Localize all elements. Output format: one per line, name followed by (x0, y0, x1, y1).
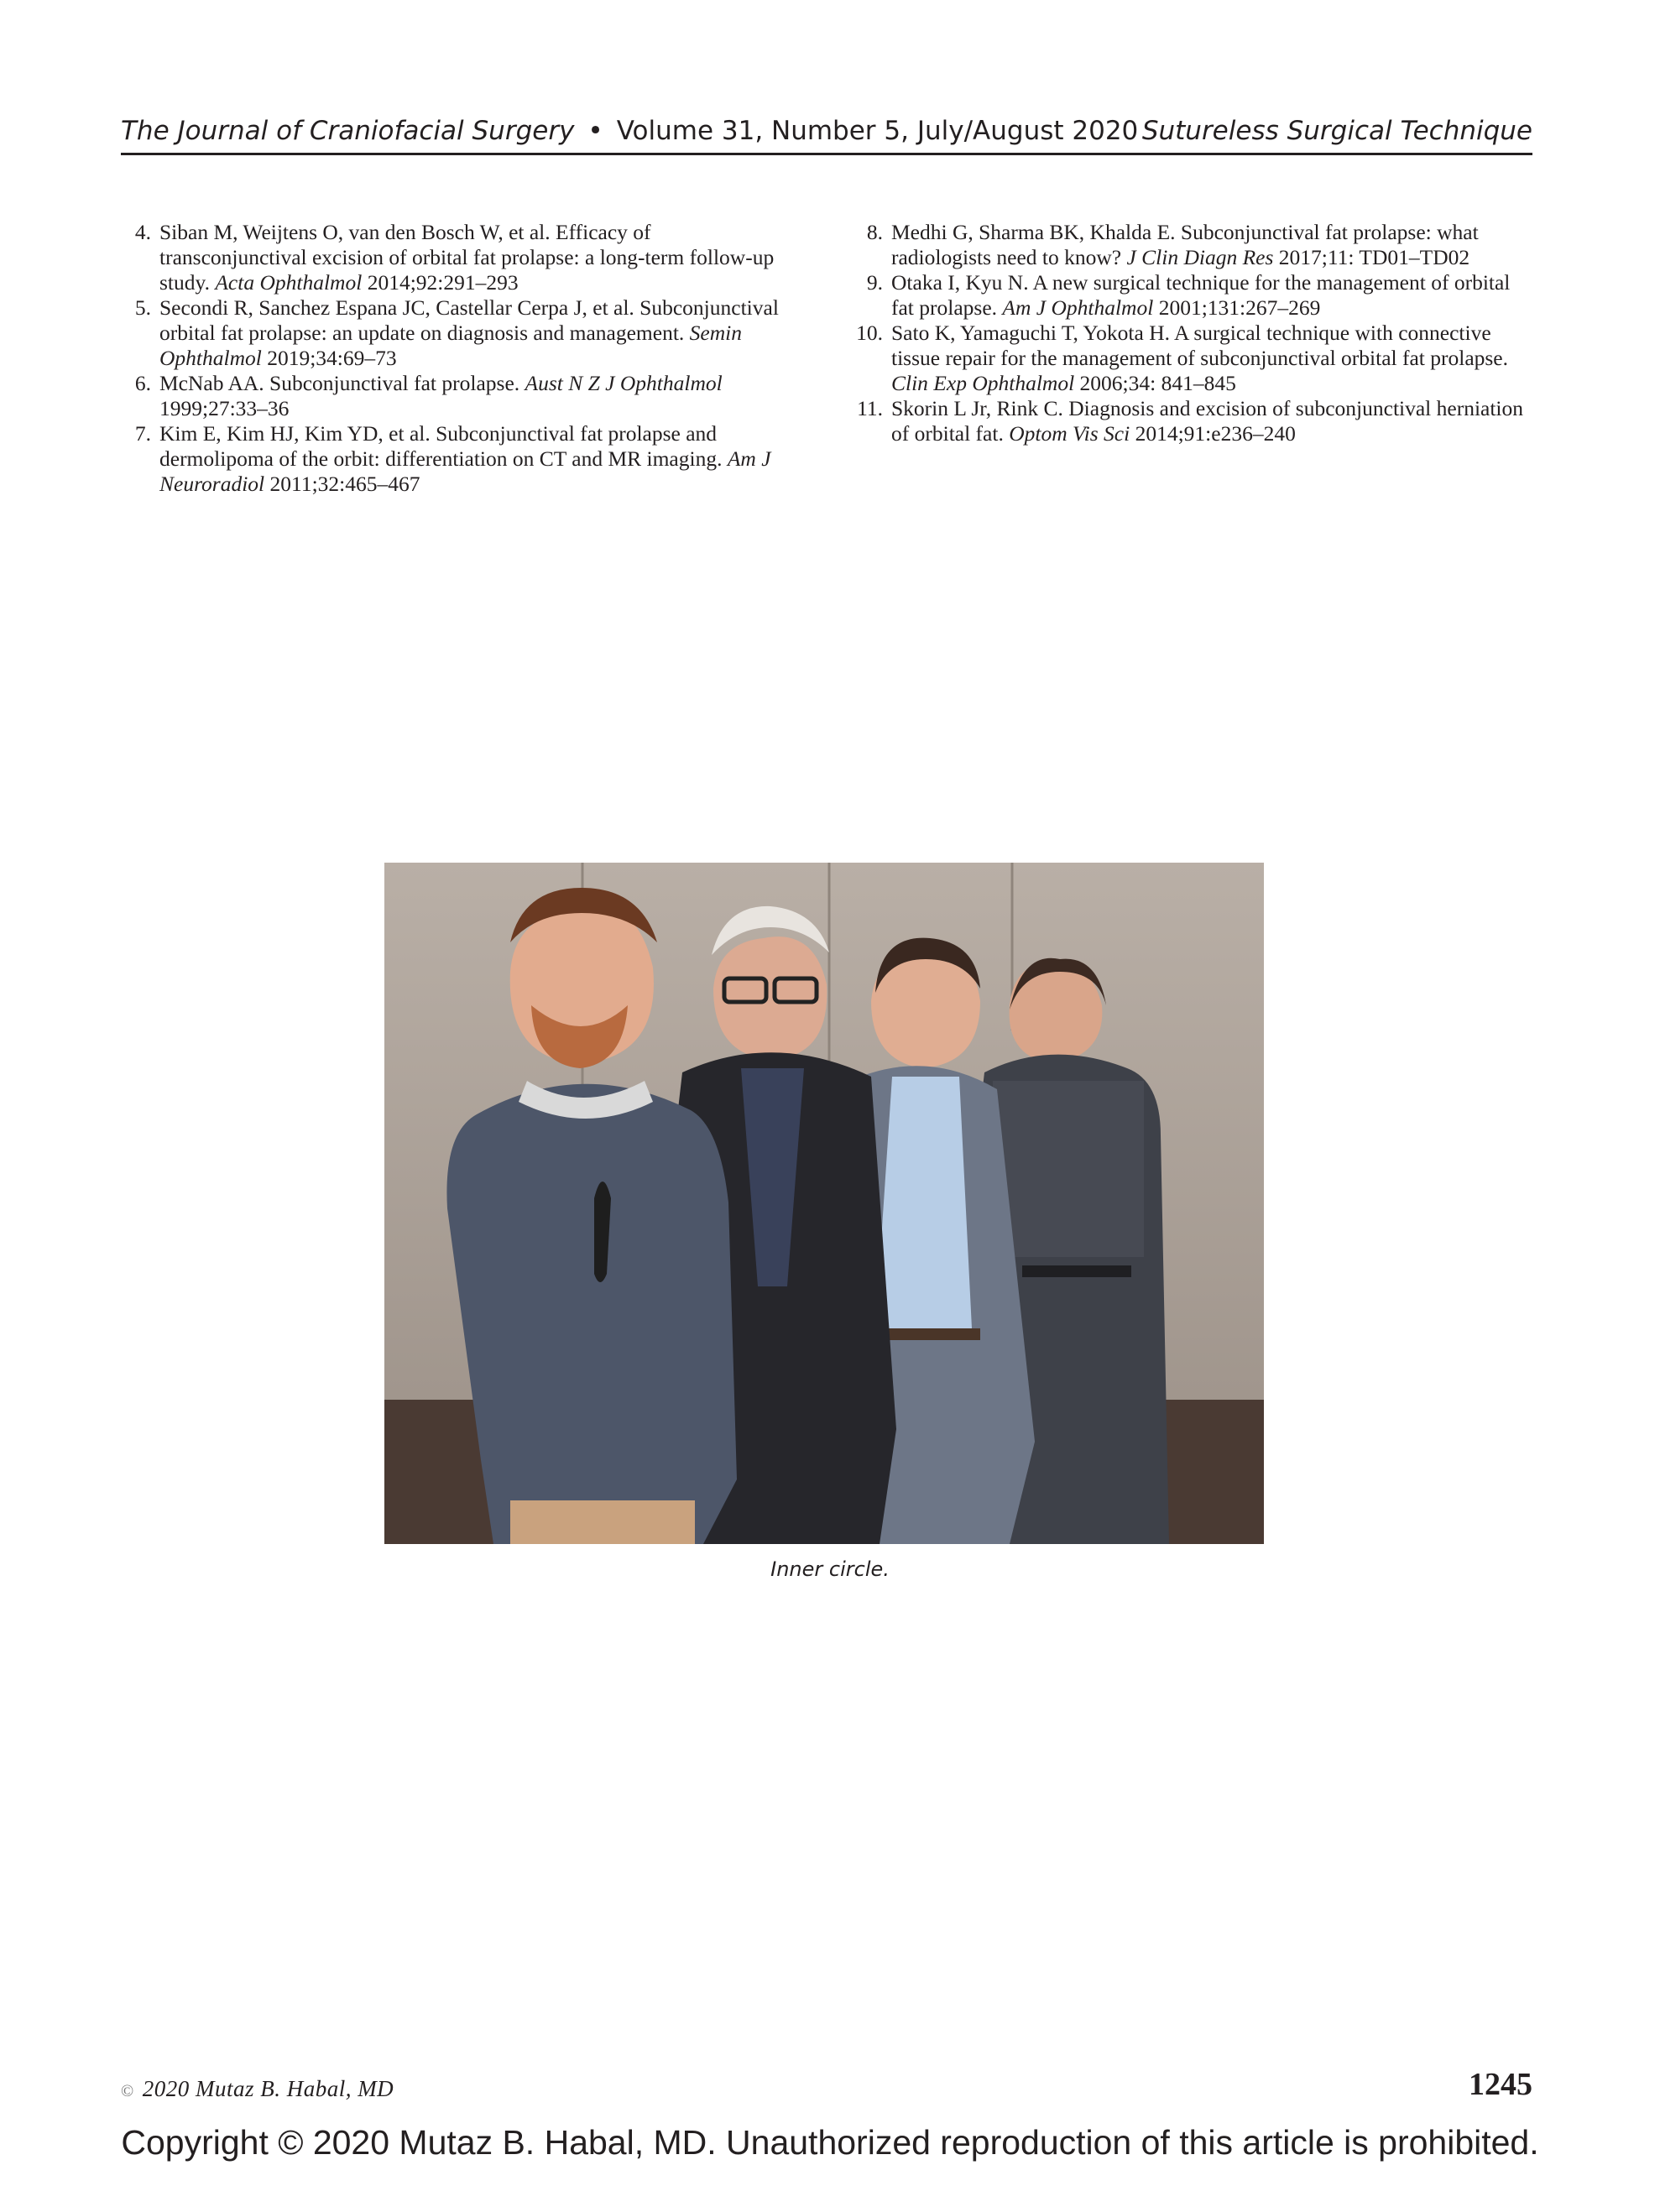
reference-text: Secondi R, Sanchez Espana JC, Castellar Cerpa J, et al. Subconjunctival orbital fat prolapse: an update on diagnosis and management. (159, 295, 779, 345)
running-header (121, 114, 1532, 155)
reference-item (121, 371, 801, 421)
reference-item (121, 220, 801, 295)
reference-citation: 2001;131:267–269 (1153, 295, 1321, 320)
reference-citation: 2014;92:291–293 (362, 270, 519, 295)
reference-number: 4. (134, 220, 151, 244)
reference-journal: J Clin Diagn Res (1126, 245, 1274, 269)
reference-item (844, 220, 1534, 270)
reference-text: Siban M, Weijtens O, van den Bosch W, et al. Efficacy of transconjunctival excision of orbital fat prolapse: a long-term follow-up study. (159, 220, 775, 295)
figure-caption: Inner circle. (770, 1557, 890, 1581)
reference-number: 10. (856, 321, 883, 345)
reference-citation: 2019;34:69–73 (261, 346, 397, 370)
reference-item (121, 295, 801, 371)
reference-citation: 2006;34: 841–845 (1074, 371, 1236, 395)
reference-number: 6. (134, 371, 151, 395)
header-bullet: • (587, 116, 603, 146)
journal-title: The Journal of Craniofacial Surgery (121, 116, 575, 146)
reference-number: 8. (866, 220, 883, 244)
reference-citation: 2017;11: TD01–TD02 (1273, 245, 1470, 269)
reference-item (844, 321, 1534, 396)
copyright-symbol: © (121, 2082, 134, 2100)
reference-number: 11. (857, 396, 883, 420)
reference-citation: 1999;27:33–36 (159, 396, 290, 420)
reference-journal: Optom Vis Sci (1009, 421, 1130, 446)
reference-number: 7. (134, 421, 151, 446)
reference-journal: Aust N Z J Ophthalmol (525, 371, 723, 395)
reference-text: Skorin L Jr, Rink C. Diagnosis and excision of subconjunctival herniation of orbital fat. (891, 396, 1524, 446)
reference-journal: Am J Neuroradiol (159, 446, 771, 496)
reference-journal: Semin Ophthalmol (159, 321, 742, 370)
reference-journal: Acta Ophthalmol (215, 270, 363, 295)
volume-info: Volume 31, Number 5, July/August 2020 (616, 116, 1139, 146)
group-photo-illustration (384, 863, 1264, 1544)
reference-journal: Clin Exp Ophthalmol (891, 371, 1075, 395)
reference-text: McNab AA. Subconjunctival fat prolapse. (159, 371, 525, 395)
reference-citation: 2011;32:465–467 (264, 472, 420, 496)
page-number: 1245 (1469, 2067, 1532, 2102)
reference-text: Kim E, Kim HJ, Kim YD, et al. Subconjunctival fat prolapse and dermolipoma of the orbit: differentiation on CT and MR imaging. (159, 421, 728, 471)
reference-text: Sato K, Yamaguchi T, Yokota H. A surgical technique with connective tissue repair for the management of subconjunctival orbital fat prolapse. (891, 321, 1509, 370)
section-title: Sutureless Surgical Technique (1141, 116, 1532, 146)
reference-list-left (121, 220, 801, 497)
copyright-notice: Copyright © 2020 Mutaz B. Habal, MD. Unauthorized reproduction of this article is prohibited. (121, 2123, 1539, 2162)
figure-photo (384, 863, 1264, 1544)
footer-publisher (121, 2076, 394, 2102)
reference-text: Medhi G, Sharma BK, Khalda E. Subconjunctival fat prolapse: what radiologists need to know? (891, 220, 1479, 269)
reference-number: 5. (134, 295, 151, 320)
reference-item (121, 421, 801, 497)
reference-number: 9. (866, 270, 883, 295)
publisher-name: 2020 Mutaz B. Habal, MD (142, 2076, 394, 2101)
reference-item (844, 396, 1534, 446)
reference-list-right (844, 220, 1534, 446)
reference-text: Otaka I, Kyu N. A new surgical technique for the management of orbital fat prolapse. (891, 270, 1511, 320)
reference-item (844, 270, 1534, 321)
reference-citation: 2014;91:e236–240 (1130, 421, 1296, 446)
header-left (121, 114, 1138, 148)
reference-journal: Am J Ophthalmol (1002, 295, 1154, 320)
